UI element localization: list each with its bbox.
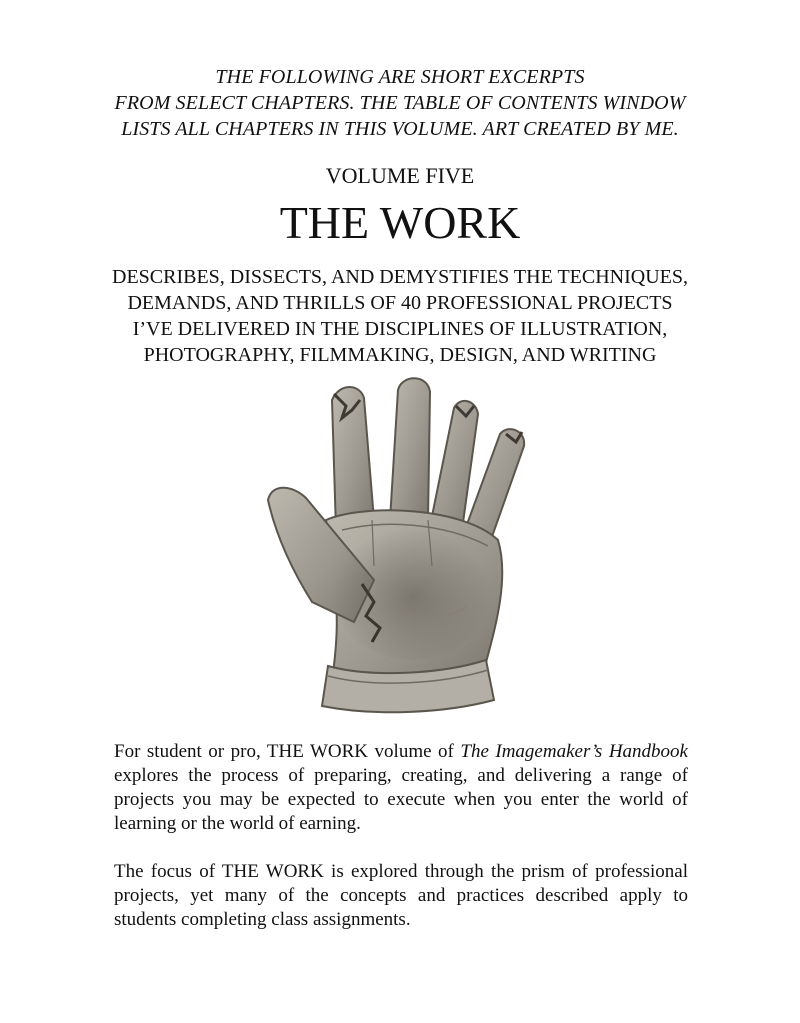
description-line: I’VE DELIVERED IN THE DISCIPLINES OF ILLUSTRATION, [132, 318, 668, 340]
paragraph-text: explores the process of preparing, creating, and delivering a range of projects you may be expected to execute when you enter the world of learning or the world of earning. [114, 765, 688, 834]
work-glove-icon [262, 370, 542, 720]
intro-line: LISTS ALL CHAPTERS IN THIS VOLUME. ART CREATED BY ME. [121, 118, 679, 140]
body-text [114, 740, 688, 932]
paragraph [114, 740, 688, 836]
volume-label: VOLUME FIVE [325, 163, 475, 188]
volume-description [0, 264, 800, 368]
description-line: DESCRIBES, DISSECTS, AND DEMYSTIFIES THE TECHNIQUES, [112, 266, 688, 288]
paragraph: The focus of THE WORK is explored through the prism of professional projects, yet many of the concepts and practices described apply to students completing class assignments. [114, 861, 688, 930]
intro-note [0, 64, 800, 142]
description-line: PHOTOGRAPHY, FILMMAKING, DESIGN, AND WRITING [143, 344, 657, 366]
paragraph-text: For student or pro, THE WORK volume of [114, 741, 461, 762]
description-line: DEMANDS, AND THRILLS OF 40 PROFESSIONAL PROJECTS [127, 292, 673, 314]
intro-line: FROM SELECT CHAPTERS. THE TABLE OF CONTENTS WINDOW [114, 92, 686, 114]
book-title: The Imagemaker’s Handbook [460, 741, 688, 762]
intro-line: THE FOLLOWING ARE SHORT EXCERPTS [215, 66, 585, 88]
page-title: THE WORK [279, 197, 521, 248]
